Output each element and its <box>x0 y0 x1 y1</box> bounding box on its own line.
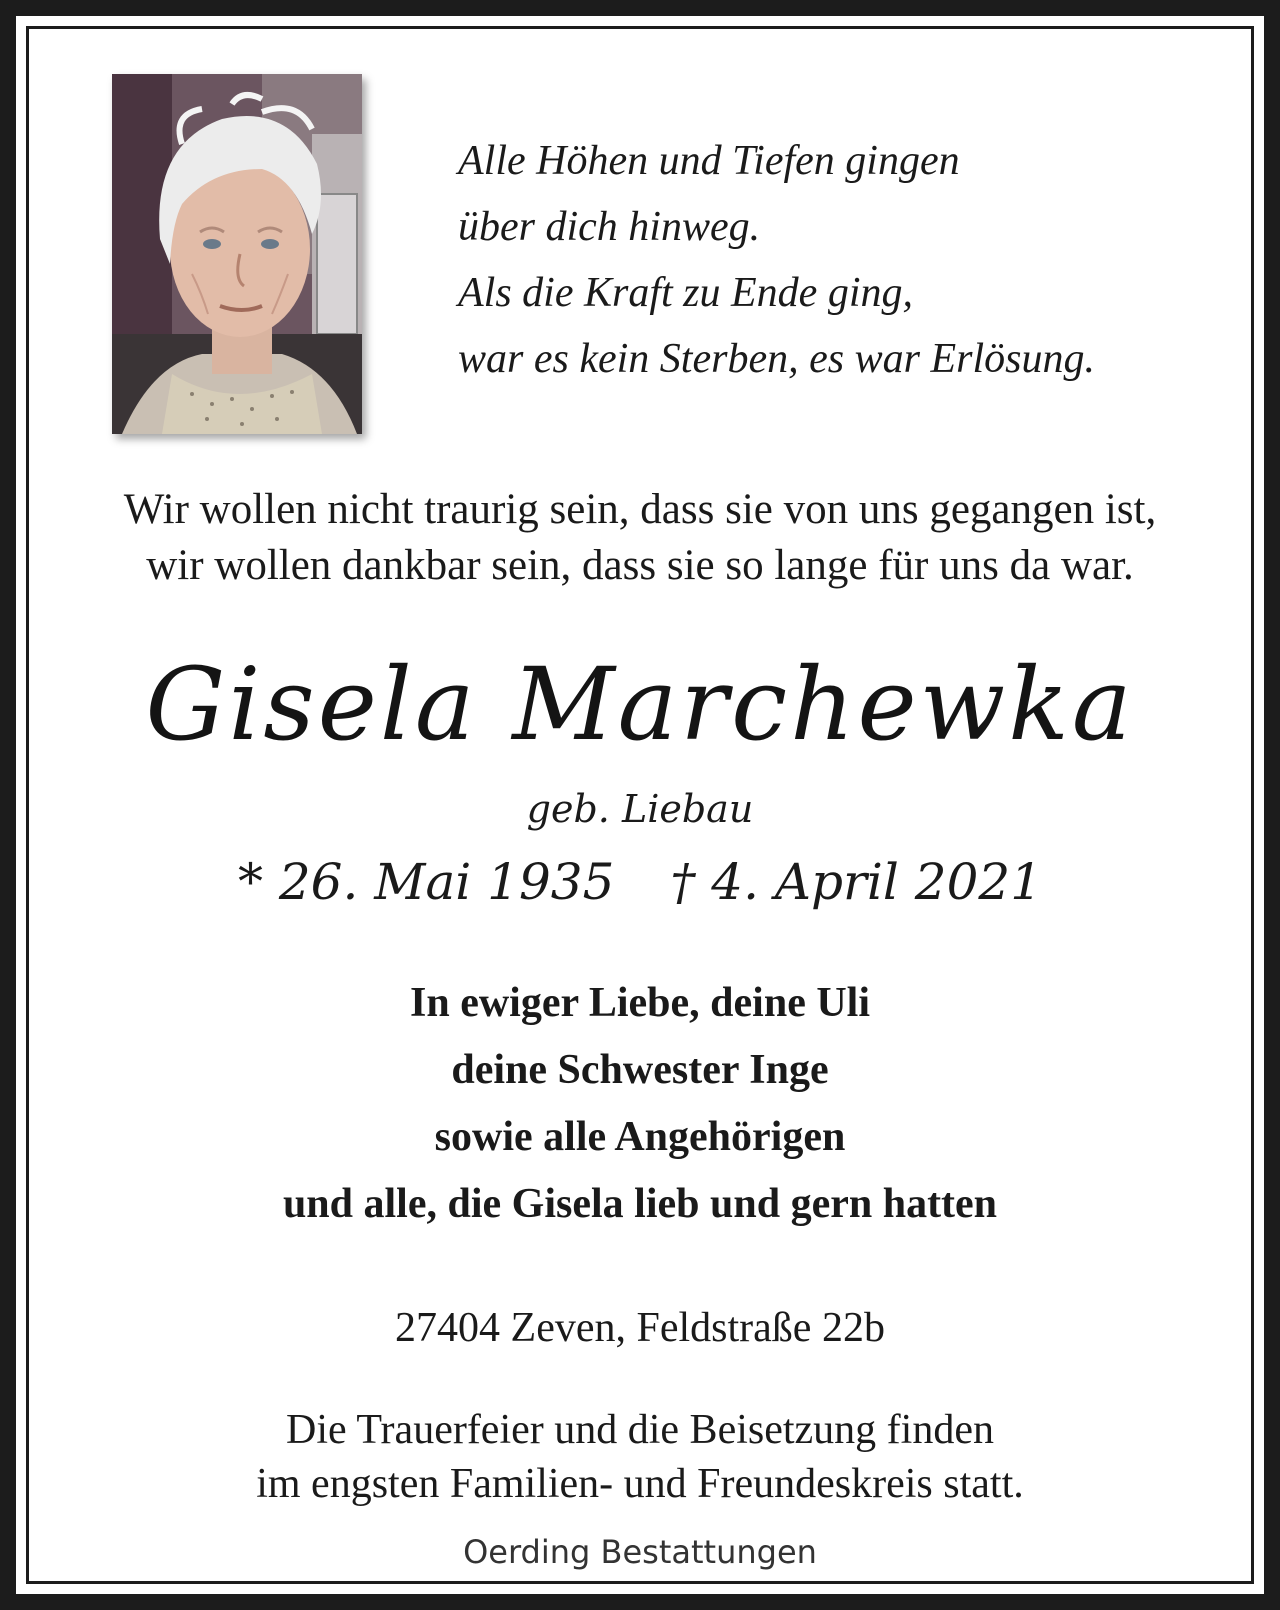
mourner-line: In ewiger Liebe, deine Uli <box>409 980 871 1026</box>
portrait-illustration <box>112 74 362 434</box>
life-dates <box>40 850 1240 914</box>
poem-line: war es kein Sterben, es war Erlösung. <box>458 336 1095 382</box>
quote-line: wir wollen dankbar sein, dass sie so lange für uns da war. <box>146 542 1134 589</box>
address: 27404 Zeven, Feldstraße 22b <box>395 1305 885 1351</box>
mourner-line: sowie alle Angehörigen <box>434 1114 846 1160</box>
maiden-name: geb. Liebau <box>526 787 754 831</box>
mourner-line: und alle, die Gisela lieb und gern hatten <box>282 1181 998 1227</box>
mourner-line: deine Schwester Inge <box>451 1047 829 1093</box>
poem-line: Als die Kraft zu Ende ging, <box>458 270 913 316</box>
poem-line: über dich hinweg. <box>458 204 761 250</box>
notice-line: Die Trauerfeier und die Beisetzung finden <box>286 1407 994 1453</box>
deceased-name: Gisela Marchewka <box>145 646 1135 763</box>
birth-date: * 26. Mai 1935 <box>237 853 615 911</box>
undertaker-name: Oerding Bestattungen <box>463 1533 817 1571</box>
portrait-photo <box>112 74 362 434</box>
poem-line: Alle Höhen und Tiefen gingen <box>458 138 960 184</box>
mourners-list <box>40 970 1240 1238</box>
notice-line: im engsten Familien- und Freundeskreis statt. <box>256 1461 1024 1507</box>
poem <box>458 128 1218 392</box>
quote-line: Wir wollen nicht traurig sein, dass sie von uns gegangen ist, <box>123 486 1157 533</box>
death-date: † 4. April 2021 <box>670 853 1043 911</box>
farewell-quote <box>40 482 1240 594</box>
funeral-notice <box>40 1403 1240 1511</box>
